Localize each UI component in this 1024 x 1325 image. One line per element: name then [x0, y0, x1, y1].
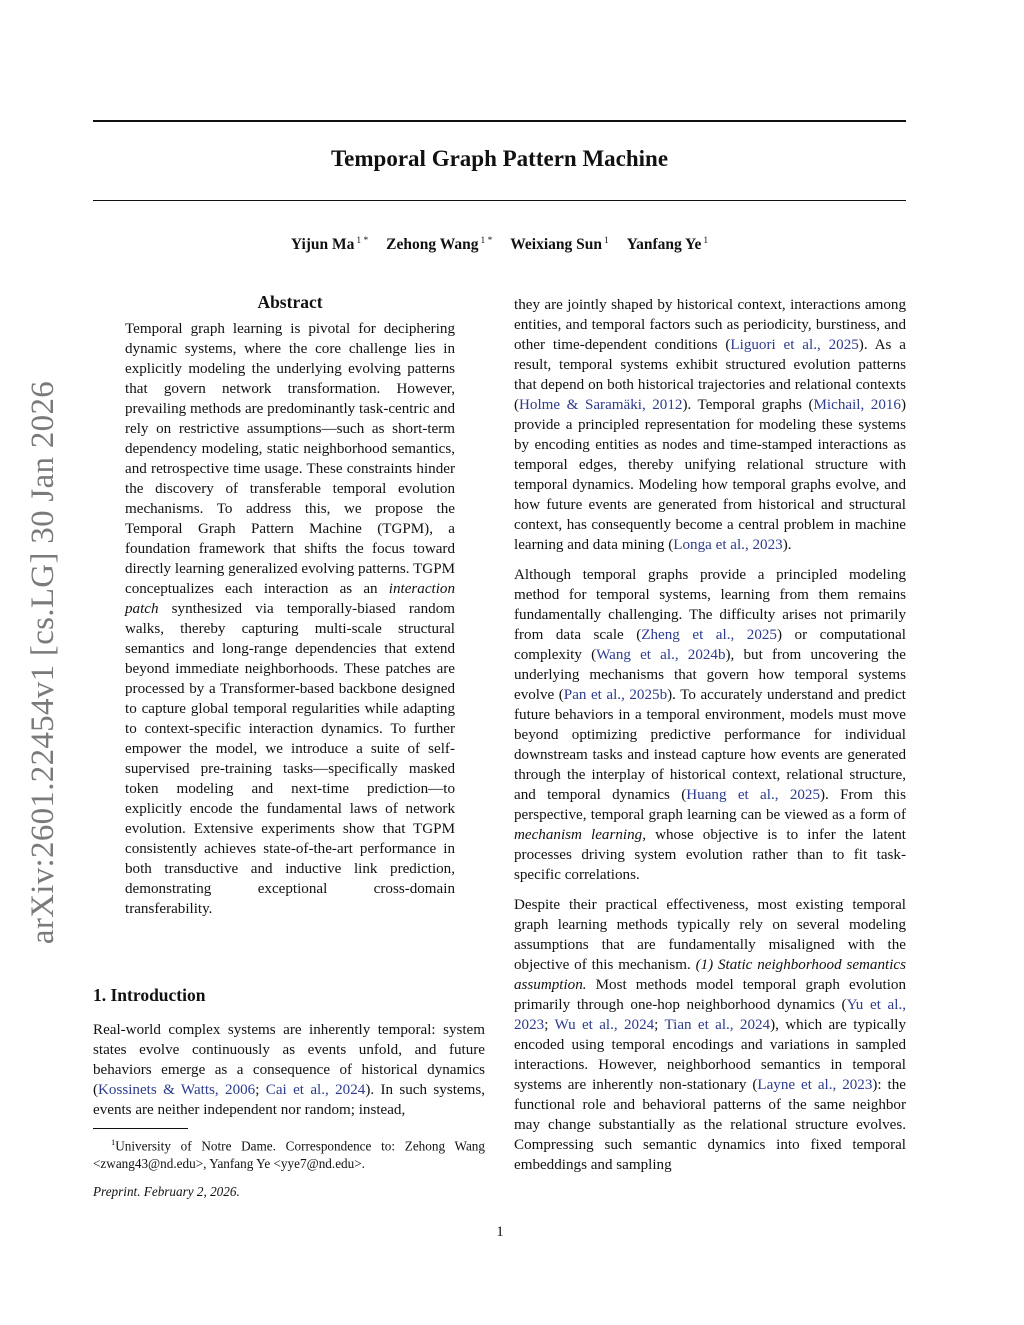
body-paragraph — [514, 895, 906, 1175]
text-run: ; — [544, 1017, 555, 1033]
citation-link[interactable]: Tian et al., 2024 — [664, 1017, 771, 1033]
author-affiliation: 1 — [604, 236, 609, 246]
author-name: Yijun Ma — [290, 236, 355, 254]
text-run: ) provide a principled representation for modeling these systems by encoding entities as nodes and time-stamped interactions as temporal edges, thereby unifying relational structure with temporal dynamics. Modeling how temporal graphs evolve, and how future events are generated from historical and structural context, has consequently become a central problem in machine learning and data mining ( — [514, 397, 907, 553]
author-affiliation: 1 — [703, 236, 709, 246]
text-run: synthesized via temporally-biased random walks, thereby capturing multi-scale structural semantics and long-range dependencies that extend beyond immediate neighborhoods. These patches are processed by a Transformer-based backbone designed to capture global temporal regularities while adapting to context-specific interaction dynamics. To further empower the model, we introduce a suite of self-supervised pre-training tasks—specifically masked token modeling and next-time prediction—to explicitly encode the fundamental laws of network evolution. Extensive experiments show that TGPM consistently achieves state-of-the-art performance in both transductive and inductive link prediction, demonstrating exceptional cross-domain transferability. — [125, 601, 455, 917]
text-run: , whose objective is to infer the latent processes driving system evolution rather than to fit task-specific correlations. — [514, 827, 906, 883]
page-number: 1 — [496, 1224, 504, 1240]
abstract-text — [125, 319, 455, 919]
title-rule-top — [93, 120, 906, 122]
emphasis-term: (1) Static neighborhood semantics assumption. — [514, 957, 906, 993]
text-run: ; — [255, 1082, 266, 1098]
text-run: ). Temporal graphs ( — [682, 397, 814, 413]
text-run: Temporal graph learning is pivotal for deciphering dynamic systems, where the core challenge lies in explicitly modeling the underlying evolving patterns that govern network transformation. However, prevailing methods are predominantly task-centric and rely on restrictive assumptions—such as short-term dependency modeling, static neighborhood semantics, and retrospective time usage. These constraints hinder the discovery of transferable temporal evolution mechanisms. To address this, we propose the Temporal Graph Pattern Machine (TGPM), a foundation framework that shifts the focus toward directly learning generalized evolving patterns. TGPM conceptualizes each interaction as an — [125, 321, 456, 597]
body-paragraph — [514, 565, 906, 885]
author-list — [93, 236, 906, 254]
title-rule-bottom — [93, 200, 906, 201]
intro-text — [93, 1020, 485, 1120]
citation-link[interactable]: Liguori et al., 2025 — [730, 337, 859, 353]
affiliation-footnote — [93, 1133, 485, 1173]
right-column — [514, 295, 906, 1185]
text-run: ) or computational complexity ( — [514, 627, 906, 663]
text-run: Real-world complex systems are inherently temporal: system states evolve continuously as events unfold, and future behaviors emerge as a consequence of historical dynamics ( — [93, 1022, 485, 1098]
text-run: Although temporal graphs provide a principled modeling method for temporal systems, learning from them remains fundamentally challenging. The difficulty arises not primarily from data scale ( — [514, 567, 906, 643]
abstract-heading: Abstract — [257, 292, 323, 312]
text-run: ). From this perspective, temporal graph learning can be viewed as a form of — [514, 787, 906, 823]
author — [627, 236, 709, 254]
citation-link[interactable]: Kossinets & Watts, 2006 — [98, 1082, 256, 1098]
text-run: ). In such systems, events are neither independent nor random; instead, — [93, 1082, 485, 1118]
citation-link[interactable]: Layne et al., 2023 — [757, 1077, 873, 1093]
body-paragraph — [514, 295, 906, 555]
introduction-paragraph — [93, 1020, 485, 1120]
citation-link[interactable]: Wang et al., 2024b — [596, 647, 726, 663]
citation-link[interactable]: Michail, 2016 — [813, 397, 901, 413]
citation-link[interactable]: Huang et al., 2025 — [686, 787, 821, 803]
introduction-heading: 1. Introduction — [93, 985, 206, 1005]
citation-link[interactable]: Cai et al., 2024 — [265, 1082, 366, 1098]
author-name: Zehong Wang — [386, 236, 479, 254]
footnote-divider — [93, 1128, 188, 1129]
author — [291, 236, 368, 254]
citation-link[interactable]: Zheng et al., 2025 — [641, 627, 777, 643]
text-run: ): the functional role and behavioral patterns of the same neighbor may change substantially as the relational structure evolves. Compressing such semantic dynamics into fixed temporal embeddings and sampling — [514, 1077, 906, 1173]
citation-link[interactable]: Pan et al., 2025b — [563, 687, 668, 703]
author-name: Yanfang Ye — [626, 236, 702, 254]
abstract-section — [125, 292, 455, 919]
text-run: they are jointly shaped by historical context, interactions among entities, and temporal factors such as periodicity, burstiness, and other time-dependent conditions ( — [514, 297, 906, 353]
author-name: Weixiang Sun — [510, 236, 602, 254]
text-run: ). As a result, temporal systems exhibit structured evolution patterns that depend on both historical trajectories and relational contexts ( — [514, 337, 906, 413]
citation-link[interactable]: Wu et al., 2024 — [554, 1017, 655, 1033]
text-run: Most methods model temporal graph evolution primarily through one-hop neighborhood dynamics ( — [514, 977, 906, 1013]
text-run: ). To accurately understand and predict future behaviors in a temporal environment, models must move beyond optimizing predictive performance for individual downstream tasks and instead capture how events are generated through the interplay of historical context, relational structure, and temporal dynamics ( — [514, 687, 906, 803]
author-affiliation: 1 * — [356, 236, 369, 246]
arxiv-sidebar — [22, 372, 66, 952]
citation-link[interactable]: Yu et al., 2023 — [514, 997, 906, 1033]
author — [386, 236, 492, 254]
author — [510, 236, 609, 254]
text-run: ), but from uncovering the underlying mechanisms that govern how temporal systems evolve ( — [514, 647, 906, 703]
text-run: ). — [782, 537, 792, 553]
emphasis-term: interaction patch — [125, 581, 455, 617]
text-run: Despite their practical effectiveness, most existing temporal graph learning methods typically rely on several modeling assumptions that are fundamentally misaligned with the objective of this mechanism. — [514, 897, 906, 973]
text-run: ; — [654, 1017, 665, 1033]
footnote-text: University of Notre Dame. Correspondence to: Zehong Wang <zwang43@nd.edu>, Yanfang Ye <yye7@nd.edu>. — [93, 1138, 485, 1172]
text-run: ), which are typically encoded using temporal encodings and variations in sampled interactions. However, neighborhood semantics in temporal systems are inherently non-stationary ( — [514, 1017, 907, 1093]
preprint-date: Preprint. February 2, 2026. — [93, 1184, 240, 1199]
paper-title: Temporal Graph Pattern Machine — [330, 146, 669, 171]
author-affiliation: 1 * — [480, 236, 493, 246]
citation-link[interactable]: Longa et al., 2023 — [673, 537, 783, 553]
footnote-marker: 1 — [111, 1137, 116, 1147]
emphasis-term: mechanism learning — [514, 827, 643, 843]
citation-link[interactable]: Holme & Saramäki, 2012 — [519, 397, 683, 413]
arxiv-identifier: arXiv:2601.22454v1 [cs.LG] 30 Jan 2026 — [25, 380, 62, 944]
